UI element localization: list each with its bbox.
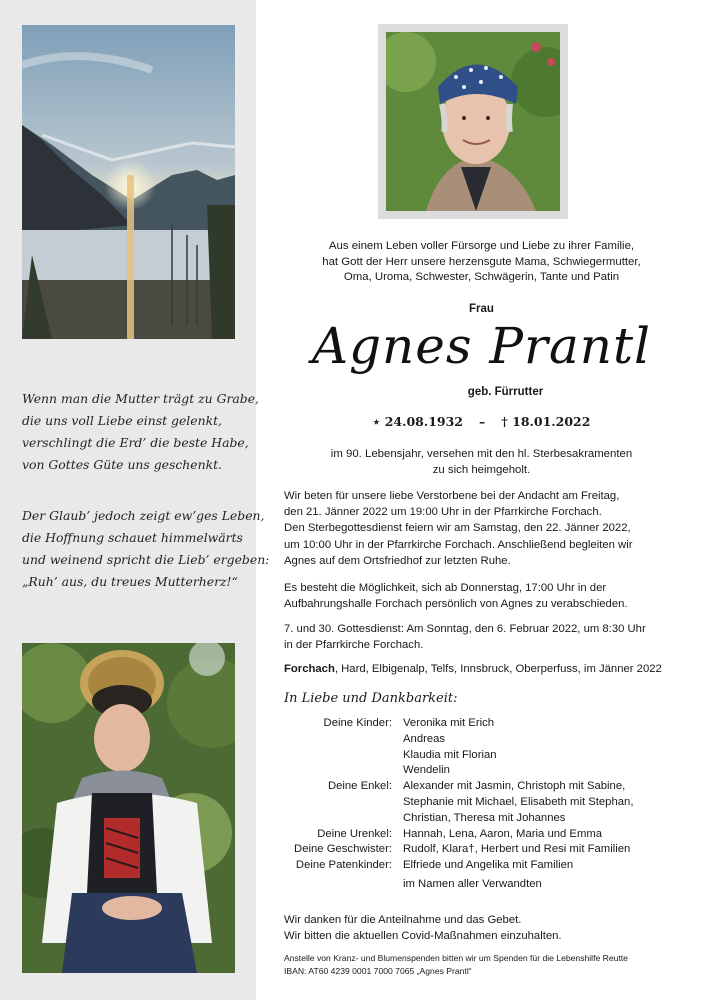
paragraph-line: Aufbahrungshalle Forchach persönlich von Agnes zu verabschieden. (284, 598, 628, 611)
family-names (403, 779, 633, 826)
paragraph-line: in der Pfarrkirche Forchach. (284, 639, 424, 652)
relatives-line: im Namen aller Verwandten (403, 877, 542, 890)
family-row-urenkel (284, 827, 633, 843)
family-name: Alexander mit Jasmin, Christoph mit Sabine, (403, 780, 626, 793)
birth-date: ⋆ 24.08.1932 (372, 414, 464, 429)
intro-line: Oma, Uroma, Schwester, Schwägerin, Tante und Patin (343, 271, 620, 283)
family-row-kinder (284, 716, 633, 779)
intro-line: Aus einem Leben voller Fürsorge und Liebe zu ihrer Familie, (328, 240, 635, 252)
family-label: Deine Enkel: (327, 780, 392, 793)
poem-line: Wenn man die Mutter trägt zu Grabe, (22, 391, 259, 406)
family-name: Stephanie mit Michael, Elisabeth mit Stephan, (403, 795, 634, 808)
sunset-mountain-photo (22, 25, 235, 339)
death-date: † 18.01.2022 (501, 414, 591, 429)
paragraph-line: Es besteht die Möglichkeit, sich ab Donnerstag, 17:00 Uhr in der (284, 582, 607, 594)
deceased-name: Agnes Prantl (311, 317, 652, 375)
age-line: zu sich heimgeholt. (432, 463, 531, 476)
viewing-paragraph (284, 580, 694, 612)
family-name: Hannah, Lena, Aaron, Maria und Emma (403, 827, 603, 840)
portrait-frame (378, 24, 568, 219)
paragraph-line: 7. und 30. Gottesdienst: Am Sonntag, den 6. Februar 2022, um 8:30 Uhr (284, 623, 646, 635)
intro-text (256, 239, 707, 286)
family-row-enkel (284, 779, 633, 826)
family-label: Deine Geschwister: (294, 843, 392, 856)
place-bold: Forchach (284, 663, 335, 675)
family-name: Veronika mit Erich (403, 717, 495, 729)
paragraph-line: Agnes auf dem Ortsfriedhof zur letzten Ruhe. (284, 554, 511, 567)
poem-line: die uns voll Liebe einst gelenkt, (22, 413, 222, 428)
poem-line: Der Glaub’ jedoch zeigt ew’ges Leben, (22, 508, 265, 523)
life-dates (256, 414, 707, 430)
paragraph-line: Den Sterbegottesdienst feiern wir am Samstag, den 22. Jänner 2022, (284, 522, 631, 535)
family-names (403, 842, 633, 858)
place-date-line (284, 661, 694, 677)
memorial-service-paragraph (284, 621, 694, 653)
family-label: Deine Kinder: (323, 717, 392, 729)
poem-line: von Gottes Güte uns geschenkt. (22, 457, 222, 472)
traditional-dress-photo (22, 643, 235, 973)
closing-text (284, 912, 694, 944)
poem-line: die Hoffnung schauet himmelwärts (22, 530, 243, 545)
paragraph-line: Wir beten für unsere liebe Verstorbene bei der Andacht am Freitag, (284, 490, 620, 502)
donation-line: Anstelle von Kranz- und Blumenspenden bitten wir um Spenden für die Lebenshilfe Reutte (284, 953, 628, 963)
family-list (284, 716, 633, 893)
closing-line: Wir bitten die aktuellen Covid-Maßnahmen einzuhalten. (284, 930, 562, 943)
family-names (403, 716, 633, 779)
family-names (403, 858, 633, 874)
paragraph-line: den 21. Jänner 2022 um 19:00 Uhr in der Pfarrkirche Forchach. (284, 506, 602, 519)
age-line: im 90. Lebensjahr, versehen mit den hl. Sterbesakramenten (330, 448, 633, 460)
thanks-title: In Liebe und Dankbarkeit: (284, 691, 458, 706)
family-row-patenkinder (284, 858, 633, 874)
age-text (256, 447, 707, 478)
salutation: Frau (469, 303, 494, 315)
intro-line: hat Gott der Herr unsere herzensgute Mama, Schwiegermutter, (322, 255, 641, 268)
family-row-verwandte (284, 874, 633, 893)
place-rest: , Hard, Elbigenalp, Telfs, Innsbruck, Oberperfuss, im Jänner 2022 (334, 663, 662, 675)
family-name: Elfriede und Angelika mit Familien (403, 859, 574, 872)
poem-line: und weinend spricht die Lieb’ ergeben: (22, 552, 270, 567)
family-label: Deine Urenkel: (317, 827, 392, 840)
family-name: Klaudia mit Florian (403, 748, 497, 761)
family-name: Andreas (403, 732, 446, 745)
portrait-photo (386, 32, 560, 211)
poem-line: „Ruh’ aus, du treues Mutterherz!“ (22, 574, 238, 589)
poem-line: verschlingt die Erd’ die beste Habe, (22, 435, 249, 450)
date-dash: – (479, 414, 486, 429)
donation-line: IBAN: AT60 4239 0001 7000 7065 „Agnes Prantl“ (284, 965, 472, 976)
donation-note (284, 952, 628, 977)
prayer-funeral-paragraph (284, 488, 694, 569)
poem-stanza-2 (22, 505, 270, 593)
family-row-geschwister (284, 842, 633, 858)
family-name: Rudolf, Klara†, Herbert und Resi mit Familien (403, 843, 631, 856)
family-names (403, 827, 633, 843)
closing-line: Wir danken für die Anteilnahme und das Gebet. (284, 914, 522, 926)
family-label: Deine Patenkinder: (295, 859, 392, 872)
paragraph-line: um 10:00 Uhr in der Pfarrkirche Forchach. Anschließend begleiten wir (284, 538, 633, 551)
family-name: Christian, Theresa mit Johannes (403, 811, 566, 824)
poem-stanza-1 (22, 388, 259, 476)
birth-name: geb. Fürrutter (467, 386, 544, 398)
family-name: Wendelin (403, 764, 450, 777)
